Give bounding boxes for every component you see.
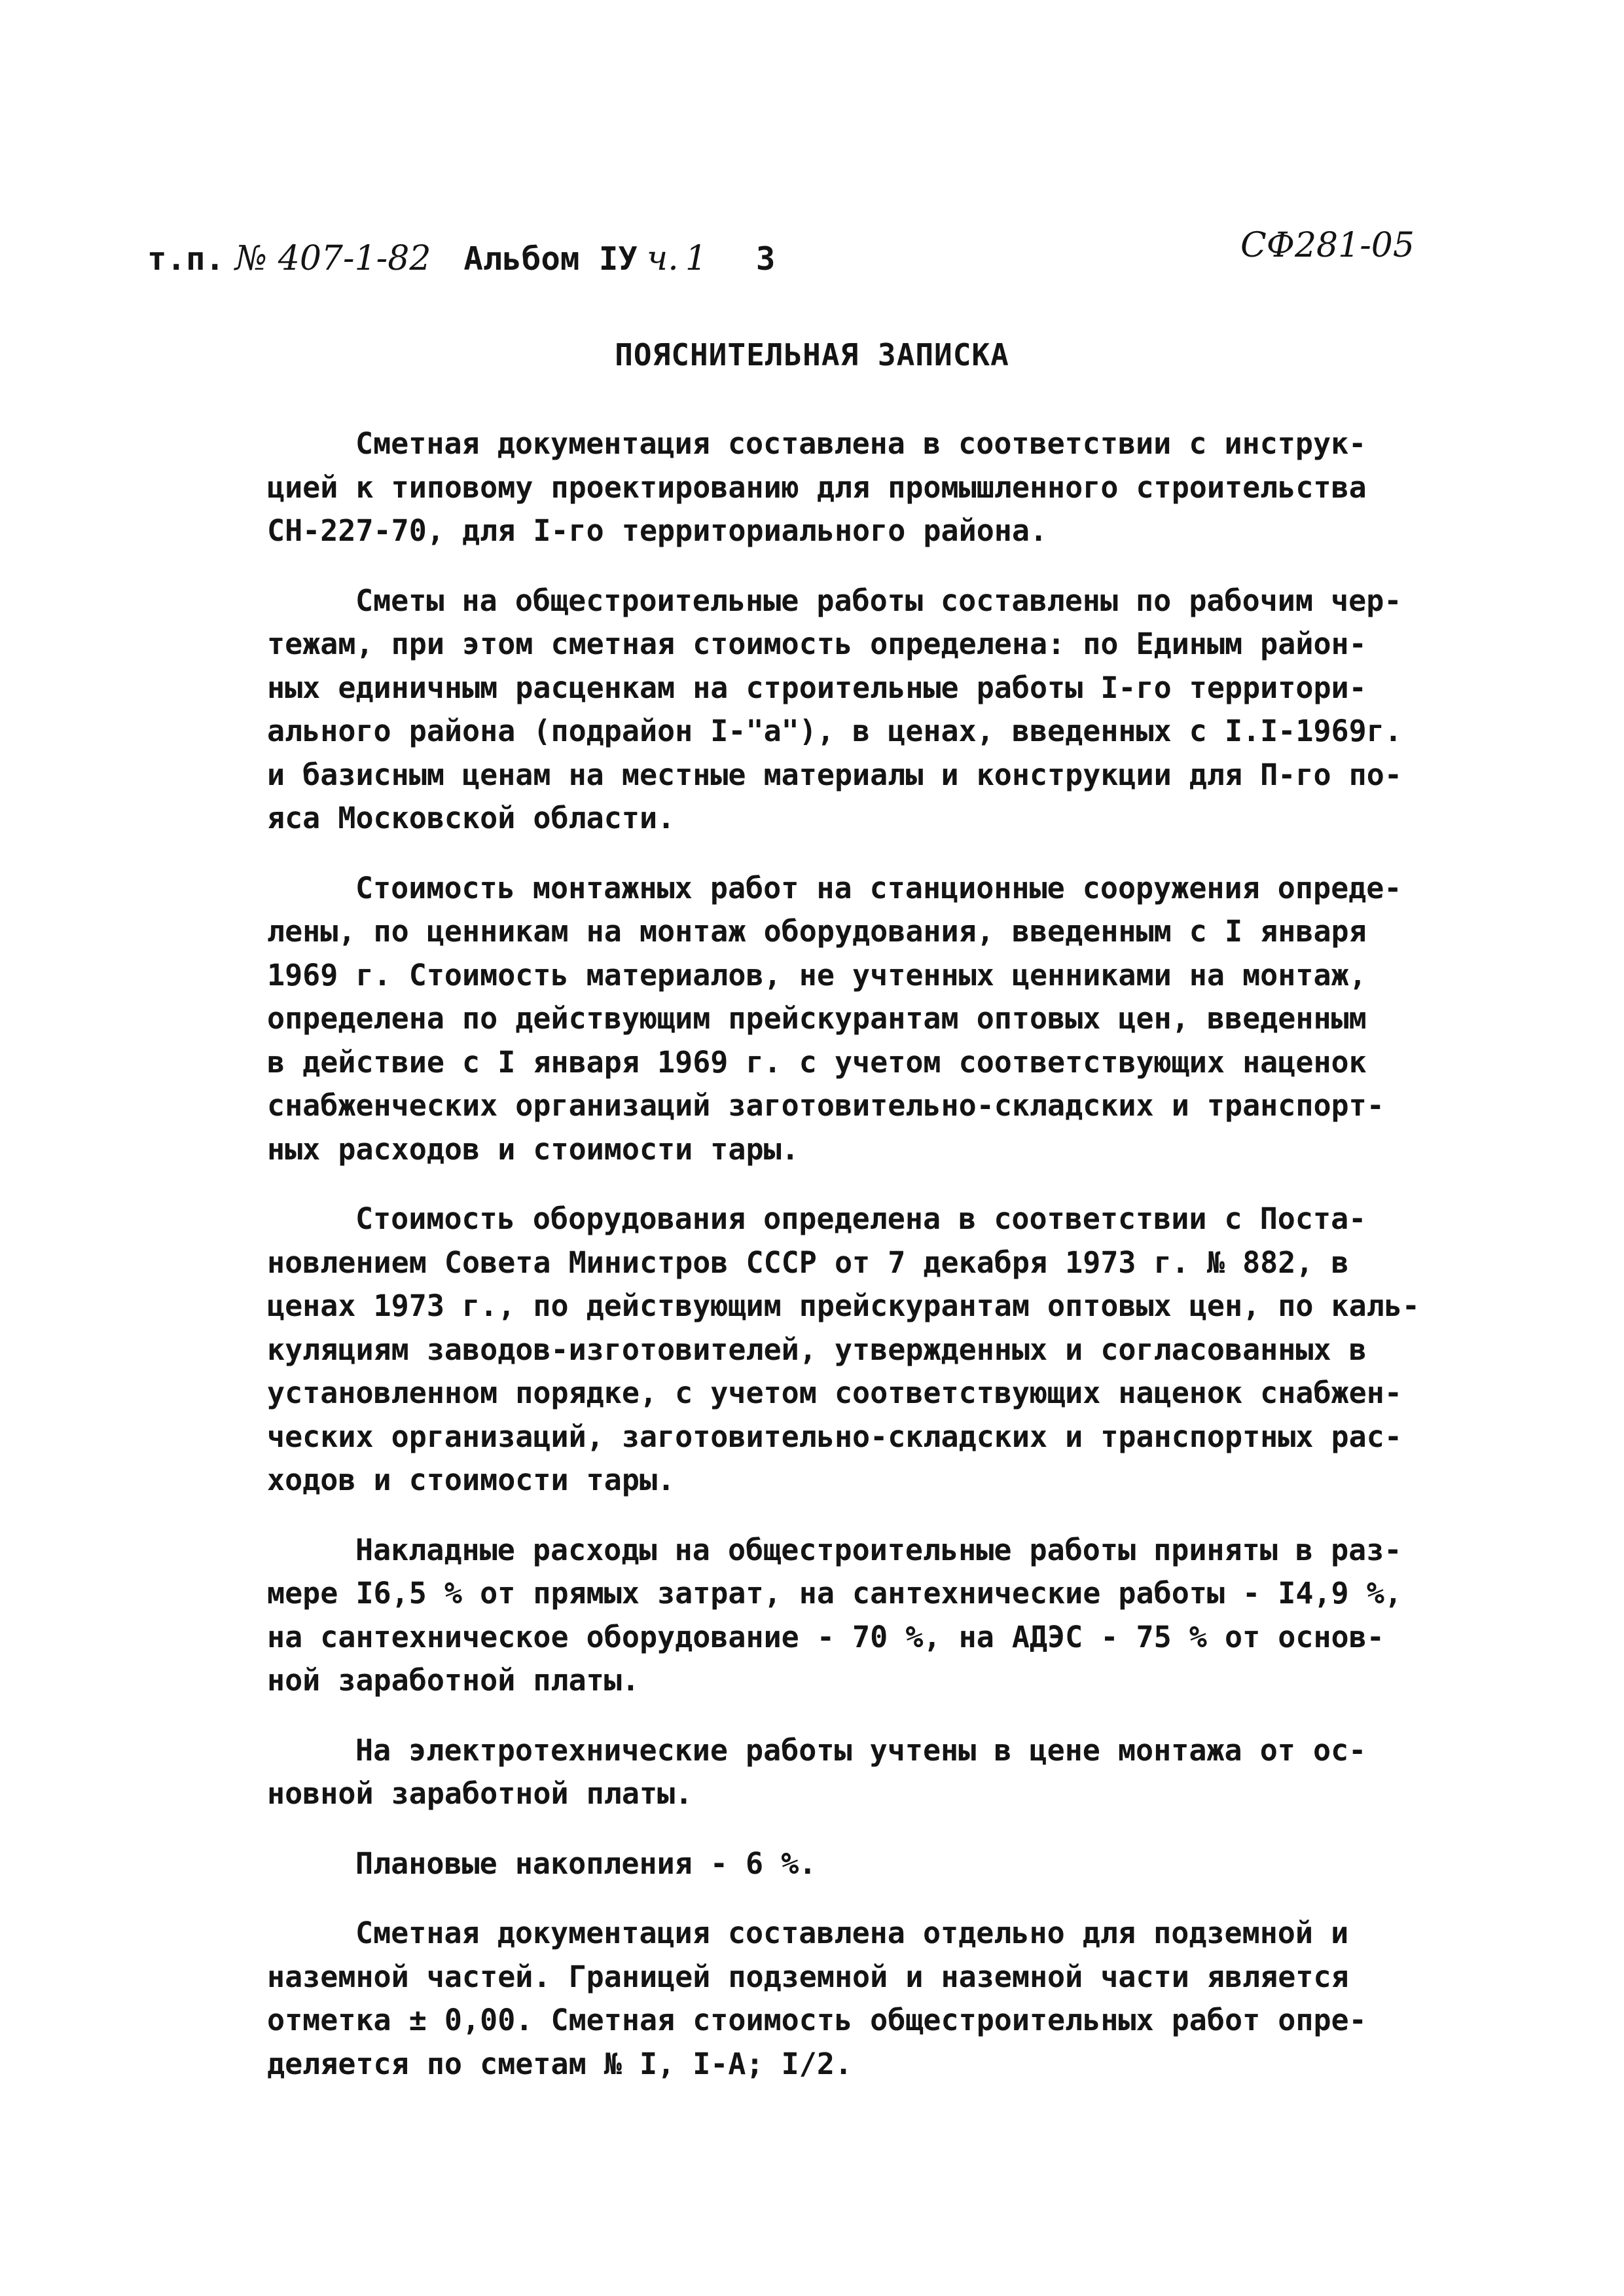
text-line: 1969 г. Стоимость материалов, не учтенных ценниками на монтаж, — [267, 957, 1367, 993]
document-title: ПОЯСНИТЕЛЬНАЯ ЗАПИСКА — [615, 337, 1009, 373]
text-line: Сметная документация составлена в соответствии с инструк- — [355, 426, 1367, 461]
text-line: цией к типовому проектированию для промышленного строительства — [267, 469, 1367, 505]
text-line: в действие с I января 1969 г. с учетом соответствующих наценок — [267, 1044, 1367, 1080]
text-line: мере I6,5 % от прямых затрат, на сантехнические работы - I4,9 %, — [267, 1576, 1402, 1611]
text-line: определена по действующим прейскурантам оптовых цен, введенным — [267, 1001, 1367, 1036]
text-line: деляется по сметам № I, I-А; I/2. — [267, 2046, 853, 2081]
paragraph — [267, 422, 1478, 553]
text-line: ной заработной платы. — [267, 1663, 640, 1698]
paragraph-gap — [267, 1503, 1478, 1529]
paragraph-gap — [267, 1703, 1478, 1729]
paragraph-gap — [267, 1816, 1478, 1842]
paragraph — [267, 1842, 1478, 1886]
text-line: ных расходов и стоимости тары. — [267, 1131, 799, 1167]
paragraph — [267, 867, 1478, 1172]
paragraph-gap — [267, 1886, 1478, 1912]
text-line: На электротехнические работы учтены в цене монтажа от ос- — [355, 1732, 1367, 1768]
paragraph-gap — [267, 553, 1478, 579]
text-line: ходов и стоимости тары. — [267, 1463, 676, 1497]
text-line: яса Московской области. — [267, 801, 676, 835]
paragraph — [267, 1529, 1478, 1703]
header-prefix: т.п. — [147, 240, 225, 278]
text-line: СН-227-70, для I-го территориального района. — [267, 513, 1048, 548]
paragraph — [267, 1729, 1478, 1816]
text-line: Плановые накопления - 6 %. — [355, 1846, 817, 1881]
page-number: 3 — [755, 240, 776, 278]
text-line: Сметная документация составлена отдельно для подземной и — [355, 1916, 1349, 1950]
header-part-label: ч. — [646, 239, 679, 278]
text-line: Накладные расходы на общестроительные работы приняты в раз- — [355, 1532, 1402, 1567]
text-line: установленном порядке, с учетом соответствующих наценок снабжен- — [267, 1376, 1402, 1410]
text-line: лены, по ценникам на монтаж оборудования, введенным с I января — [267, 914, 1367, 949]
text-line: куляциям заводов-изготовителей, утвержденных и согласованных в — [267, 1332, 1367, 1367]
text-line: отметка ± 0,00. Сметная стоимость общестроительных работ опре- — [267, 2003, 1367, 2037]
header-part-number: 1 — [685, 239, 707, 278]
paragraph — [267, 1197, 1478, 1503]
text-line: тежам, при этом сметная стоимость определена: по Единым район- — [267, 627, 1367, 661]
text-line: Стоимость монтажных работ на станционные сооружения опреде- — [355, 870, 1402, 905]
header-album: Альбом IУ — [463, 240, 638, 278]
document-header — [147, 239, 775, 278]
header-project-number: № 407-1-82 — [235, 239, 431, 278]
document-body — [267, 422, 1478, 2086]
paragraph-gap — [267, 1171, 1478, 1197]
text-line: Сметы на общестроительные работы составлены по рабочим чер- — [355, 583, 1402, 618]
text-line: на сантехническое оборудование - 70 %, на АДЭС - 75 % от основ- — [267, 1619, 1384, 1654]
text-line: новной заработной платы. — [267, 1776, 693, 1811]
text-line: наземной частей. Границей подземной и наземной части является — [267, 1959, 1349, 1994]
text-line: ценах 1973 г., по действующим прейскурантам оптовых цен, по каль- — [267, 1288, 1420, 1323]
text-line: ческих организаций, заготовительно-складских и транспортных рас- — [267, 1419, 1402, 1454]
handwritten-stamp: СФ281-05 — [1240, 226, 1415, 265]
text-line: Стоимость оборудования определена в соответствии с Поста- — [355, 1201, 1367, 1236]
text-line: и базисным ценам на местные материалы и конструкции для П-го по- — [267, 757, 1402, 792]
text-line: ального района (подрайон I-"а"), в ценах, введенных с I.I-1969г. — [267, 714, 1402, 748]
paragraph — [267, 579, 1478, 841]
text-line: ных единичным расценкам на строительные работы I-го территори- — [267, 670, 1367, 705]
text-line: новлением Совета Министров СССР от 7 декабря 1973 г. № 882, в — [267, 1245, 1349, 1280]
paragraph — [267, 1912, 1478, 2086]
paragraph-gap — [267, 841, 1478, 867]
text-line: снабженческих организаций заготовительно-складских и транспорт- — [267, 1088, 1384, 1123]
